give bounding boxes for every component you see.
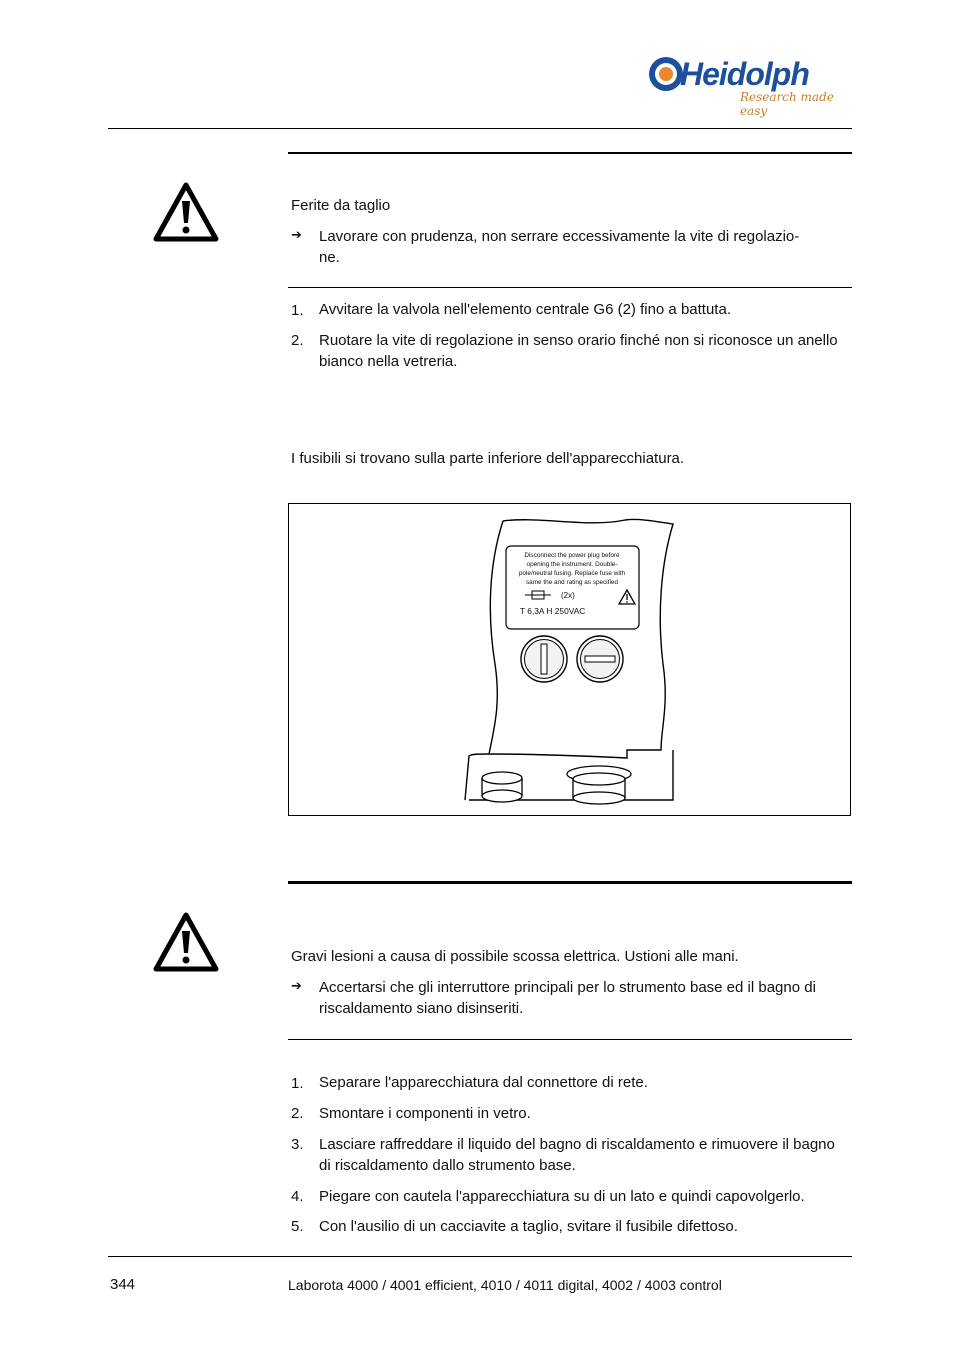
footer-rule	[108, 1256, 852, 1257]
warning-action: Lavorare con prudenza, non serrare eccessivamente la vite di regolazio- ne.	[319, 228, 800, 266]
large-connector	[567, 766, 631, 804]
warning-rule	[288, 287, 852, 288]
logo-wordmark: Heidolph	[680, 56, 809, 92]
step-text: Ruotare la vite di regolazione in senso orario finché non si riconosce un anello bianco nella vetreria.	[319, 332, 838, 370]
step-number: 2.	[291, 1105, 304, 1122]
arrow-right-icon: ➔	[291, 978, 302, 993]
step-text: Lasciare raffreddare il liquido del bagno di riscaldamento e rimuovere il bagno di riscaldamento dallo strumento base.	[319, 1136, 835, 1174]
warning-action: Accertarsi che gli interruttore principali per lo strumento base ed il bagno di riscaldamento siano disinseriti.	[319, 979, 816, 1017]
step-text: Piegare con cautela l'apparecchiatura su di un lato e quindi capovolgerlo.	[319, 1188, 805, 1205]
step-number: 4.	[291, 1188, 304, 1205]
footer-title: Laborota 4000 / 4001 efficient, 4010 / 4011 digital, 4002 / 4003 control	[288, 1277, 722, 1293]
warning-title: Ferite da taglio	[291, 197, 391, 214]
logo-tagline: Research made easy	[740, 90, 834, 118]
step-text: Separare l'apparecchiatura dal connettore di rete.	[319, 1074, 648, 1091]
fuse-intro-text: I fusibili si trovano sulla parte inferiore dell'apparecchiatura.	[291, 450, 685, 467]
arrow-right-icon: ➔	[291, 227, 302, 242]
figure-fuse-count: (2x)	[561, 591, 575, 600]
warning-triangle-icon	[152, 181, 220, 243]
step-text: Avvitare la valvola nell'elemento centrale G6 (2) fino a battuta.	[319, 301, 731, 318]
step-number: 2.	[291, 332, 304, 349]
figure-label-line: same the and rating as specified	[525, 579, 619, 586]
step-text: Smontare i componenti in vetro.	[319, 1105, 531, 1122]
brand-logo	[644, 52, 856, 118]
page-number: 344	[110, 1276, 136, 1293]
section-rule-middle	[288, 881, 852, 884]
warning-rule	[288, 1039, 852, 1040]
step-number: 1.	[291, 302, 304, 319]
figure-label-line: Disconnect the power plug before	[524, 552, 620, 559]
step-text: Con l'ausilio di un cacciavite a taglio, svitare il fusibile difettoso.	[319, 1218, 738, 1235]
step-number: 3.	[291, 1136, 304, 1153]
figure-rating: T 6,3A H 250VAC	[520, 606, 586, 616]
fuse-cap-horizontal	[577, 636, 623, 682]
step-number: 5.	[291, 1218, 304, 1235]
warning-triangle-icon	[152, 911, 220, 973]
warning-title: Gravi lesioni a causa di possibile scossa elettrica. Ustioni alle mani.	[291, 948, 739, 965]
step-number: 1.	[291, 1075, 304, 1092]
figure-label-line: opening the instrument. Double-	[526, 561, 618, 568]
fuse-holder-illustration	[289, 504, 850, 815]
section-rule-top	[288, 152, 852, 154]
fuse-cap-vertical	[521, 636, 567, 682]
small-connector	[482, 772, 522, 802]
header-rule	[108, 128, 852, 129]
figure-label-line: pole/neutral fusing. Replace fuse with	[518, 570, 626, 577]
fuse-figure	[288, 503, 851, 816]
